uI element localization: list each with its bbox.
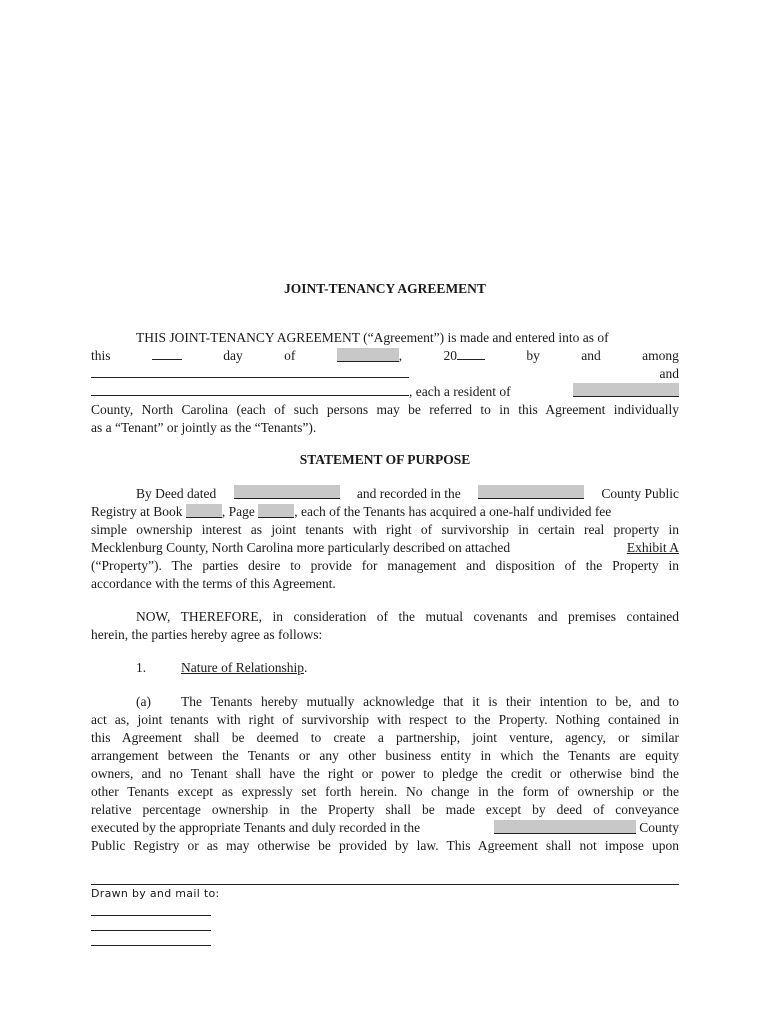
section-1a-paragraph [91, 693, 679, 855]
now-therefore-paragraph [91, 608, 679, 644]
word-day: day [223, 348, 243, 363]
purpose-line-4-text: Mecklenburg County, North Carolina more particularly described on attached [91, 540, 511, 555]
intro-line-1-text: THIS JOINT-TENANCY AGREEMENT (“Agreement”) is made and entered into as of [136, 330, 609, 345]
purpose-paragraph [91, 485, 679, 593]
section-1a-line-5: owners, and no Tenant shall have the right or power to pledge the credit or otherwise bind the [91, 766, 679, 781]
mail-to-line-3[interactable] [91, 945, 211, 946]
section-1-heading [91, 659, 679, 677]
section-1a-text-1: The Tenants hereby mutually acknowledge that it is their intention to be, and to [181, 694, 679, 709]
now-therefore-line-2: herein, the parties hereby agree as follows: [91, 627, 323, 642]
county-public-text: County Public [601, 486, 679, 501]
county-field-2[interactable] [478, 485, 584, 499]
page-field[interactable] [258, 504, 294, 518]
section-1a-line-1 [91, 693, 679, 711]
drawn-by-label: Drawn by and mail to: [91, 887, 220, 900]
comma: , [398, 348, 403, 363]
intro-line-3 [91, 365, 679, 383]
intro-line-6: as a “Tenant” or jointly as the “Tenants”). [91, 420, 317, 435]
section-1-title: Nature of Relationship [181, 660, 304, 675]
county-field-1[interactable] [573, 383, 679, 397]
deed-dated-text: By Deed dated [136, 486, 217, 501]
year-prefix: 20 [443, 348, 458, 363]
section-1a-line-8 [91, 819, 679, 837]
section-1a-line-7: relative percentage ownership in the Property shall be made except by deed of conveyance [91, 802, 679, 817]
mail-to-line-1[interactable] [91, 915, 211, 916]
purpose-line-5: (“Property”). The parties desire to provide for management and disposition of the Property in [91, 558, 679, 573]
section-1a-line-6: other Tenants except as expressly set forth herein. No change in the form of ownership or the [91, 784, 679, 799]
word-and-2: and [659, 366, 679, 381]
now-therefore-line-1: NOW, THEREFORE, in consideration of the mutual covenants and premises contained [136, 609, 679, 624]
document-title: JOINT-TENANCY AGREEMENT [284, 281, 486, 296]
county-word: County [639, 820, 679, 835]
section-1a-line-3: this Agreement shall be deemed to create a partnership, joint venture, agency, or similar [91, 730, 679, 745]
each-resident-text: , each a resident of [409, 384, 511, 399]
word-and: and [581, 348, 601, 363]
county-field-3[interactable] [494, 820, 636, 834]
section-1a-line-9: Public Registry or as may otherwise be provided by law. This Agreement shall not impose upon [91, 838, 679, 853]
purpose-heading: STATEMENT OF PURPOSE [299, 452, 471, 467]
purpose-line-4 [91, 539, 679, 557]
deed-date-field[interactable] [234, 485, 340, 499]
intro-line-4 [91, 383, 679, 401]
registry-book-text: Registry at Book [91, 504, 183, 519]
purpose-line-1 [91, 485, 679, 503]
day-blank[interactable] [152, 347, 182, 360]
month-field[interactable] [337, 348, 399, 362]
section-1a-line-2: act as, joint tenants with right of survivorship with respect to the Property. Nothing contained in [91, 712, 679, 727]
acquired-text: , each of the Tenants has acquired a one-half undivided fee [294, 504, 612, 519]
word-by: by [526, 348, 540, 363]
purpose-line-6: accordance with the terms of this Agreement. [91, 576, 336, 591]
page-text: , Page [221, 504, 255, 519]
recorded-in-text: and recorded in the [356, 486, 461, 501]
tenant-2-blank[interactable] [91, 383, 409, 396]
section-1-period: . [303, 660, 308, 675]
purpose-line-2 [91, 503, 679, 521]
section-1a-line-8-text: executed by the appropriate Tenants and duly recorded in the [91, 820, 421, 835]
intro-line-5: County, North Carolina (each of such persons may be referred to in this Agreement individually [91, 402, 679, 417]
year-blank[interactable] [457, 347, 485, 360]
book-field[interactable] [186, 504, 222, 518]
section-1a-label: (a) [136, 694, 151, 709]
intro-line-2 [91, 347, 679, 365]
intro-paragraph [91, 329, 679, 437]
section-1-number: 1. [136, 660, 147, 675]
purpose-line-3: simple ownership interest as joint tenants with right of survivorship in certain real property in [91, 522, 679, 537]
word-among: among [642, 348, 679, 363]
section-1a-line-4: arrangement between the Tenants or any other business entity in which the Tenants are equity [91, 748, 679, 763]
tenant-1-blank[interactable] [91, 365, 409, 378]
exhibit-a-link: Exhibit A [626, 540, 679, 555]
word-of: of [284, 348, 296, 363]
mail-to-line-2[interactable] [91, 930, 211, 931]
footer-divider [91, 884, 679, 885]
word-this: this [91, 348, 111, 363]
intro-line-1 [91, 329, 679, 347]
